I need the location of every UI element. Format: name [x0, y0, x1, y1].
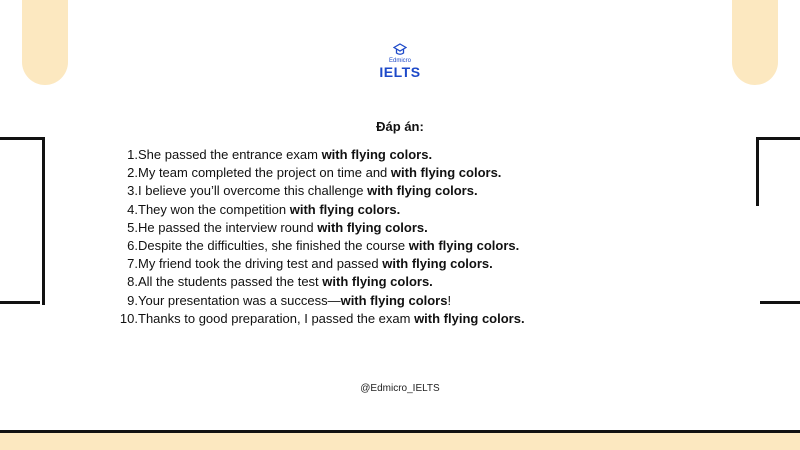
answer-list [116, 146, 776, 328]
answer-idiom: with flying colors. [367, 183, 478, 199]
decor-bottom-band [0, 430, 800, 450]
answer-item [116, 201, 776, 219]
answer-item [116, 255, 776, 273]
answer-text: He passed the interview round [138, 219, 318, 235]
answer-text: I believe you’ll overcome this challenge [138, 183, 368, 199]
answer-idiom: with flying colors. [408, 237, 520, 253]
answer-number: 6. [127, 237, 138, 253]
edmicro-ielts-logo [372, 43, 428, 80]
answer-text: Despite the difficulties, she finished the course [138, 237, 409, 253]
answer-number: 1. [127, 147, 138, 162]
decor-pill-left [22, 0, 68, 85]
decor-pill-right [732, 0, 778, 85]
footer-handle: @Edmicro_IELTS [360, 383, 440, 394]
answer-item [116, 146, 776, 164]
answer-number: 4. [127, 201, 138, 217]
answer-number: 3. [127, 183, 138, 199]
answer-text: Your presentation was a success— [138, 292, 341, 308]
answer-number: 8. [127, 274, 138, 290]
answer-idiom: with flying colors [340, 292, 448, 308]
answer-idiom: with flying colors. [321, 147, 433, 162]
answer-number: 5. [127, 219, 138, 235]
decor-line-left [0, 301, 40, 304]
answer-idiom: with flying colors. [382, 256, 493, 272]
answer-number: 2. [127, 165, 138, 181]
answer-suffix: ! [447, 292, 452, 308]
answer-text: Thanks to good preparation, I passed the exam [138, 310, 415, 326]
answer-idiom: with flying colors. [322, 274, 433, 290]
answer-item [116, 182, 776, 200]
answer-item [116, 164, 776, 182]
answer-text: They won the competition [138, 201, 290, 217]
answer-number: 9. [127, 292, 138, 308]
answer-item [116, 219, 776, 237]
answer-item [116, 310, 776, 328]
answer-text: My friend took the driving test and passed [138, 256, 383, 272]
answer-idiom: with flying colors. [289, 201, 401, 217]
answer-title: Đáp án: [376, 119, 424, 134]
answer-text: She passed the entrance exam [138, 147, 322, 162]
logo-brand-small: Edmicro [388, 58, 411, 64]
answer-text: All the students passed the test [138, 274, 323, 290]
answer-idiom: with flying colors. [414, 310, 525, 326]
graduation-cap-icon [393, 43, 407, 57]
logo-brand-main: IELTS [379, 64, 421, 80]
answer-idiom: with flying colors. [390, 165, 502, 181]
answer-text: My team completed the project on time and [138, 165, 391, 181]
answer-item [116, 273, 776, 291]
answer-idiom: with flying colors. [317, 219, 428, 235]
answer-number: 10. [119, 310, 138, 326]
answer-item [116, 237, 776, 255]
answer-item [116, 292, 776, 310]
decor-bracket-left [0, 137, 45, 305]
answer-number: 7. [127, 256, 138, 272]
